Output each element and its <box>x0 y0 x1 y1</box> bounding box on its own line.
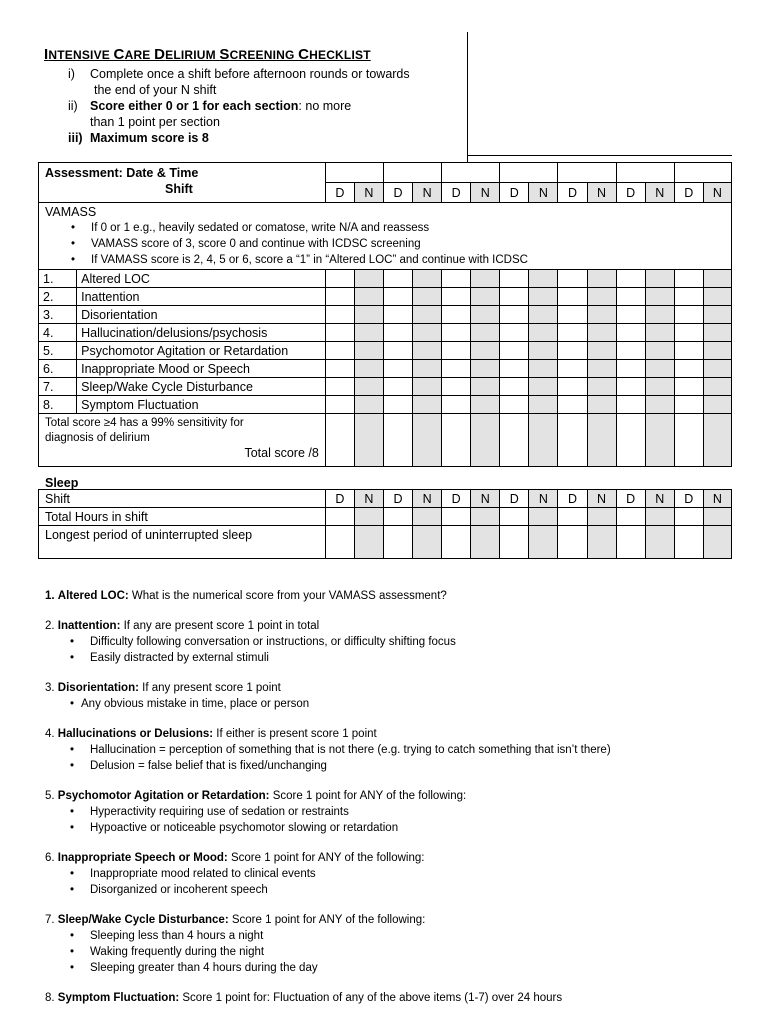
score-cell[interactable] <box>645 342 674 360</box>
sleep-row-label: Total Hours in shift <box>39 508 326 526</box>
list-item: • Difficulty following conversation or instructions, or difficulty shifting focus <box>45 634 611 650</box>
total-note: diagnosis of delirium <box>45 432 150 444</box>
shift-code: D <box>383 183 412 203</box>
sleep-cell[interactable] <box>354 508 383 526</box>
shift-code: N <box>587 490 616 508</box>
score-cell[interactable] <box>383 270 412 288</box>
sleep-cell[interactable] <box>529 526 558 559</box>
score-cell[interactable] <box>354 342 383 360</box>
score-cell[interactable] <box>674 342 703 360</box>
vamass-section <box>39 203 732 270</box>
score-cell[interactable] <box>354 288 383 306</box>
score-cell[interactable] <box>471 342 500 360</box>
table-row <box>39 306 732 324</box>
assessment-header: Assessment: Date & Time Shift <box>39 163 326 203</box>
score-cell[interactable] <box>616 378 645 396</box>
score-cell[interactable] <box>354 414 383 467</box>
score-cell[interactable] <box>558 360 587 378</box>
page-title: INTENSIVE CARE DELIRIUM SCREENING CHECKLIST <box>44 46 371 63</box>
list-item: • VAMASS score of 3, score 0 and continue with ICDSC screening <box>45 236 731 252</box>
sleep-cell[interactable] <box>471 508 500 526</box>
score-cell[interactable] <box>383 396 412 414</box>
note-item: 1. Altered LOC: What is the numerical score from your VAMASS assessment? <box>45 590 447 602</box>
sleep-cell[interactable] <box>529 508 558 526</box>
table-row <box>39 396 732 414</box>
score-cell[interactable] <box>703 324 731 342</box>
score-cell[interactable] <box>325 288 354 306</box>
list-item: • Hyperactivity requiring use of sedation or restraints <box>45 804 611 820</box>
sleep-table <box>38 489 732 559</box>
score-cell[interactable] <box>703 288 731 306</box>
shift-code: N <box>703 490 731 508</box>
table-row <box>39 360 732 378</box>
list-item: • Any obvious mistake in time, place or person <box>45 696 611 712</box>
shift-code: N <box>529 183 558 203</box>
score-cell[interactable] <box>500 342 529 360</box>
score-cell[interactable] <box>413 396 442 414</box>
score-cell[interactable] <box>616 324 645 342</box>
sleep-cell[interactable] <box>500 508 529 526</box>
score-cell[interactable] <box>558 378 587 396</box>
score-cell[interactable] <box>471 306 500 324</box>
score-cell[interactable] <box>325 378 354 396</box>
score-cell[interactable] <box>674 378 703 396</box>
score-cell[interactable] <box>354 396 383 414</box>
score-cell[interactable] <box>674 414 703 467</box>
list-item: • Hallucination = perception of something that is not there (e.g. trying to catch something that isn’t there) <box>45 742 611 758</box>
score-cell[interactable] <box>383 414 412 467</box>
list-item: • Sleeping less than 4 hours a night <box>45 928 611 944</box>
item-number: 7. <box>39 378 77 396</box>
score-cell[interactable] <box>500 270 529 288</box>
shift-code: D <box>442 183 471 203</box>
score-cell[interactable] <box>471 360 500 378</box>
list-item: • Sleeping greater than 4 hours during the day <box>45 960 611 976</box>
score-cell[interactable] <box>471 378 500 396</box>
item-number: 6. <box>39 360 77 378</box>
shift-code: N <box>645 183 674 203</box>
shift-code: D <box>674 183 703 203</box>
shift-code: D <box>325 490 354 508</box>
sleep-cell[interactable] <box>616 526 645 559</box>
sleep-cell[interactable] <box>325 508 354 526</box>
score-cell[interactable] <box>442 342 471 360</box>
score-cell[interactable] <box>674 324 703 342</box>
shift-code: D <box>558 490 587 508</box>
score-cell[interactable] <box>529 360 558 378</box>
score-cell[interactable] <box>354 360 383 378</box>
shift-code: D <box>500 183 529 203</box>
score-cell[interactable] <box>703 414 731 467</box>
score-cell[interactable] <box>703 378 731 396</box>
shift-code: N <box>413 490 442 508</box>
score-cell[interactable] <box>703 342 731 360</box>
note-item: 8. Symptom Fluctuation: Score 1 point for: Fluctuation of any of the above items (1-7) over 24 hours <box>45 992 563 1004</box>
score-cell[interactable] <box>703 306 731 324</box>
score-cell[interactable] <box>442 270 471 288</box>
item-label: Sleep/Wake Cycle Disturbance <box>77 378 326 396</box>
score-cell[interactable] <box>471 288 500 306</box>
score-cell[interactable] <box>529 414 558 467</box>
score-cell[interactable] <box>471 414 500 467</box>
sleep-cell[interactable] <box>413 508 442 526</box>
score-cell[interactable] <box>529 378 558 396</box>
list-item: • Inappropriate mood related to clinical events <box>45 866 611 882</box>
score-cell[interactable] <box>703 270 731 288</box>
score-cell[interactable] <box>354 378 383 396</box>
sleep-cell[interactable] <box>325 526 354 559</box>
score-cell[interactable] <box>325 324 354 342</box>
note-item: 4. Hallucinations or Delusions: If either is present score 1 point • Hallucination = perception of something that is not there (e.g. trying to catch something that isn’t there) • Delusion = false belief that is fixed/unchanging <box>45 726 611 774</box>
list-item: • Delusion = false belief that is fixed/unchanging <box>45 758 611 774</box>
score-cell[interactable] <box>442 306 471 324</box>
score-cell[interactable] <box>616 288 645 306</box>
score-cell[interactable] <box>383 306 412 324</box>
score-cell[interactable] <box>587 396 616 414</box>
score-cell[interactable] <box>325 360 354 378</box>
shift-code: D <box>383 490 412 508</box>
header-divider <box>467 32 468 162</box>
item-label: Altered LOC <box>77 270 326 288</box>
shift-code: N <box>645 490 674 508</box>
score-cell[interactable] <box>383 360 412 378</box>
item-label: Disorientation <box>77 306 326 324</box>
item-number: 5. <box>39 342 77 360</box>
shift-code: D <box>500 490 529 508</box>
score-cell[interactable] <box>645 360 674 378</box>
item-label: Symptom Fluctuation <box>77 396 326 414</box>
sleep-cell[interactable] <box>674 508 703 526</box>
score-cell[interactable] <box>616 342 645 360</box>
item-label: Psychomotor Agitation or Retardation <box>77 342 326 360</box>
score-cell[interactable] <box>413 270 442 288</box>
list-item: • Disorganized or incoherent speech <box>45 882 611 898</box>
score-cell[interactable] <box>558 324 587 342</box>
item-label: Inappropriate Mood or Speech <box>77 360 326 378</box>
score-cell[interactable] <box>587 360 616 378</box>
score-cell[interactable] <box>354 306 383 324</box>
item-number: 8. <box>39 396 77 414</box>
score-cell[interactable] <box>354 270 383 288</box>
instruction-2: ii) Score either 0 or 1 for each section: no more than 1 point per section <box>68 99 352 129</box>
scoring-notes <box>45 588 611 1006</box>
score-cell[interactable] <box>558 306 587 324</box>
score-cell[interactable] <box>442 414 471 467</box>
score-cell[interactable] <box>616 396 645 414</box>
score-cell[interactable] <box>471 396 500 414</box>
score-cell[interactable] <box>703 396 731 414</box>
score-cell[interactable] <box>674 360 703 378</box>
score-cell[interactable] <box>529 342 558 360</box>
score-cell[interactable] <box>587 288 616 306</box>
shift-code: N <box>354 183 383 203</box>
list-item: • If VAMASS score is 2, 4, 5 or 6, score a “1” in “Altered LOC” and continue with ICDSC <box>45 252 731 268</box>
score-cell[interactable] <box>529 306 558 324</box>
score-cell[interactable] <box>558 270 587 288</box>
score-cell[interactable] <box>645 306 674 324</box>
score-cell[interactable] <box>674 306 703 324</box>
table-row <box>39 324 732 342</box>
score-cell[interactable] <box>616 414 645 467</box>
note-item: 2. Inattention: If any are present score 1 point in total • Difficulty following conversation or instructions, or difficulty shifting focus • Easily distracted by external stimuli <box>45 618 611 666</box>
sleep-cell[interactable] <box>703 526 731 559</box>
sleep-cell[interactable] <box>413 526 442 559</box>
score-cell[interactable] <box>383 342 412 360</box>
shift-code: N <box>703 183 731 203</box>
score-cell[interactable] <box>413 288 442 306</box>
note-item: 5. Psychomotor Agitation or Retardation: Score 1 point for ANY of the following: • Hyperactivity requiring use of sedation or restraints • Hypoactive or noticeable psychomotor slowing or retardation <box>45 788 611 836</box>
score-cell[interactable] <box>383 378 412 396</box>
sleep-cell[interactable] <box>645 508 674 526</box>
score-cell[interactable] <box>413 306 442 324</box>
shift-code: D <box>616 183 645 203</box>
score-cell[interactable] <box>587 324 616 342</box>
shift-code: D <box>325 183 354 203</box>
sleep-cell[interactable] <box>383 526 412 559</box>
assessment-table <box>38 162 732 467</box>
list-item: • Easily distracted by external stimuli <box>45 650 611 666</box>
shift-code: D <box>616 490 645 508</box>
item-number: 4. <box>39 324 77 342</box>
score-cell[interactable] <box>413 324 442 342</box>
table-row <box>39 378 732 396</box>
score-cell[interactable] <box>354 324 383 342</box>
score-cell[interactable] <box>471 270 500 288</box>
score-cell[interactable] <box>500 378 529 396</box>
score-cell[interactable] <box>558 342 587 360</box>
shift-code: N <box>354 490 383 508</box>
item-label: Inattention <box>77 288 326 306</box>
sleep-cell[interactable] <box>558 508 587 526</box>
score-cell[interactable] <box>587 306 616 324</box>
sleep-row-label: Longest period of uninterrupted sleep <box>39 526 326 559</box>
score-cell[interactable] <box>674 288 703 306</box>
shift-code: N <box>413 183 442 203</box>
score-cell[interactable] <box>674 396 703 414</box>
sleep-cell[interactable] <box>587 526 616 559</box>
score-cell[interactable] <box>500 414 529 467</box>
list-item: • Waking frequently during the night <box>45 944 611 960</box>
list-item: • Hypoactive or noticeable psychomotor slowing or retardation <box>45 820 611 836</box>
item-number: 3. <box>39 306 77 324</box>
score-cell[interactable] <box>442 288 471 306</box>
score-cell[interactable] <box>500 306 529 324</box>
score-cell[interactable] <box>500 396 529 414</box>
item-number: 2. <box>39 288 77 306</box>
score-cell[interactable] <box>325 342 354 360</box>
list-item: • If 0 or 1 e.g., heavily sedated or comatose, write N/A and reassess <box>45 220 731 236</box>
score-cell[interactable] <box>500 360 529 378</box>
score-cell[interactable] <box>471 324 500 342</box>
score-cell[interactable] <box>442 360 471 378</box>
shift-code: D <box>558 183 587 203</box>
score-cell[interactable] <box>325 414 354 467</box>
sleep-cell[interactable] <box>587 508 616 526</box>
score-cell[interactable] <box>383 288 412 306</box>
total-note: Total score ≥4 has a 99% sensitivity for <box>45 417 244 429</box>
score-cell[interactable] <box>558 288 587 306</box>
score-cell[interactable] <box>413 342 442 360</box>
score-cell[interactable] <box>529 288 558 306</box>
score-cell[interactable] <box>529 270 558 288</box>
sleep-cell[interactable] <box>616 508 645 526</box>
sleep-cell[interactable] <box>442 508 471 526</box>
sleep-cell[interactable] <box>645 526 674 559</box>
shift-code: N <box>471 490 500 508</box>
vamass-label: VAMASS <box>45 205 97 219</box>
score-cell[interactable] <box>442 324 471 342</box>
score-cell[interactable] <box>383 324 412 342</box>
score-cell[interactable] <box>325 270 354 288</box>
sleep-shift-label: Shift <box>39 490 326 508</box>
score-cell[interactable] <box>674 270 703 288</box>
note-item: 3. Disorientation: If any present score 1 point • Any obvious mistake in time, place or person <box>45 680 611 712</box>
score-cell[interactable] <box>616 270 645 288</box>
score-cell[interactable] <box>645 288 674 306</box>
score-cell[interactable] <box>616 306 645 324</box>
table-row <box>39 342 732 360</box>
score-cell[interactable] <box>529 396 558 414</box>
score-cell[interactable] <box>645 414 674 467</box>
score-cell[interactable] <box>413 360 442 378</box>
total-score-cell <box>39 414 326 467</box>
score-cell[interactable] <box>442 396 471 414</box>
score-cell[interactable] <box>558 414 587 467</box>
sleep-cell[interactable] <box>500 526 529 559</box>
note-item: 6. Inappropriate Speech or Mood: Score 1 point for ANY of the following: • Inappropriate mood related to clinical events • Disorganized or incoherent speech <box>45 850 611 898</box>
sleep-cell[interactable] <box>471 526 500 559</box>
header-rule <box>467 155 732 156</box>
score-cell[interactable] <box>442 378 471 396</box>
sleep-cell[interactable] <box>442 526 471 559</box>
score-cell[interactable] <box>529 324 558 342</box>
note-item: 7. Sleep/Wake Cycle Disturbance: Score 1 point for ANY of the following: • Sleeping less than 4 hours a night • Waking frequently during the night • Sleeping greater than 4 hours during the day <box>45 912 611 976</box>
score-cell[interactable] <box>587 378 616 396</box>
sleep-title: Sleep <box>45 476 79 490</box>
total-score-label: Total score /8 <box>244 446 319 460</box>
sleep-cell[interactable] <box>674 526 703 559</box>
score-cell[interactable] <box>500 324 529 342</box>
score-cell[interactable] <box>558 396 587 414</box>
shift-code: N <box>471 183 500 203</box>
score-cell[interactable] <box>645 396 674 414</box>
item-number: 1. <box>39 270 77 288</box>
score-cell[interactable] <box>587 342 616 360</box>
score-cell[interactable] <box>325 306 354 324</box>
vamass-bullets <box>45 220 731 268</box>
score-cell[interactable] <box>616 360 645 378</box>
score-cell[interactable] <box>325 396 354 414</box>
instruction-1: i) Complete once a shift before afternoon rounds or towards the end of your N shift <box>68 67 410 97</box>
score-cell[interactable] <box>645 378 674 396</box>
shift-code: N <box>529 490 558 508</box>
shift-code: N <box>587 183 616 203</box>
shift-code: D <box>674 490 703 508</box>
table-row <box>39 270 732 288</box>
score-cell[interactable] <box>703 360 731 378</box>
instruction-3: iii) Maximum score is 8 <box>68 131 209 145</box>
sleep-cell[interactable] <box>558 526 587 559</box>
score-cell[interactable] <box>500 288 529 306</box>
score-cell[interactable] <box>413 414 442 467</box>
score-cell[interactable] <box>645 324 674 342</box>
sleep-cell[interactable] <box>354 526 383 559</box>
table-row <box>39 288 732 306</box>
shift-code: D <box>442 490 471 508</box>
score-cell[interactable] <box>413 378 442 396</box>
item-label: Hallucination/delusions/psychosis <box>77 324 326 342</box>
score-cell[interactable] <box>645 270 674 288</box>
score-cell[interactable] <box>587 414 616 467</box>
score-cell[interactable] <box>587 270 616 288</box>
sleep-cell[interactable] <box>383 508 412 526</box>
sleep-cell[interactable] <box>703 508 731 526</box>
